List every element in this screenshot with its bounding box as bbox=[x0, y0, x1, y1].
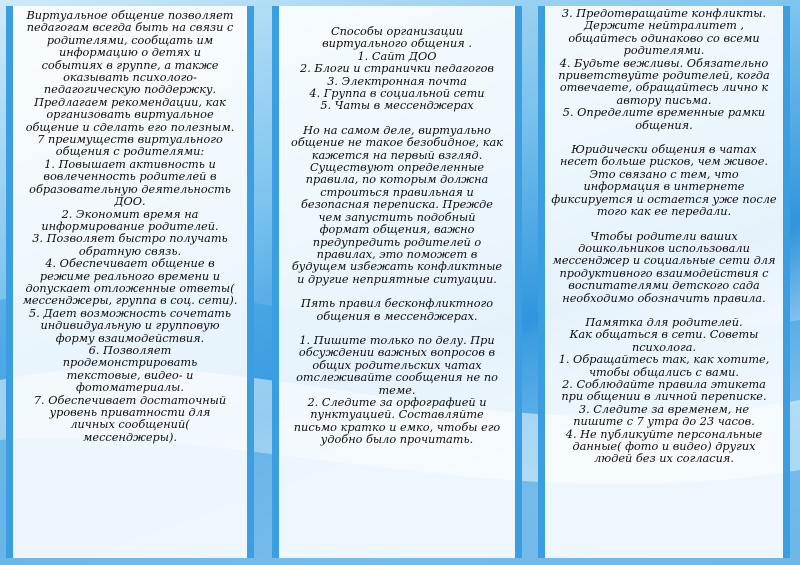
text-line: правилах, это поможет в bbox=[316, 247, 478, 261]
text-line: воспитателями детского сада bbox=[568, 279, 760, 293]
text-line: данные( фото и видео) других bbox=[572, 440, 756, 453]
text-line: того как ее передали. bbox=[596, 205, 732, 219]
blank-line bbox=[549, 219, 779, 231]
text-line: 6. Позволяет bbox=[88, 343, 172, 357]
text-line: вовлеченность родителей в bbox=[43, 170, 217, 184]
text-line: оказывать психолого- bbox=[63, 71, 197, 85]
text-line: образовательную деятельность bbox=[29, 182, 231, 196]
column-3-panel bbox=[538, 6, 790, 558]
text-line: 5. Определите временные рамки bbox=[562, 106, 766, 120]
text-line: мессенджер и социальные сети для bbox=[552, 254, 776, 268]
text-line: личных сообщений( bbox=[70, 418, 190, 432]
text-line: предупредить родителей о bbox=[312, 235, 482, 249]
text-line: общение и сделать его полезным. bbox=[25, 120, 235, 134]
column-1-panel bbox=[6, 6, 254, 558]
text-line: уровень приватности для bbox=[49, 406, 211, 419]
text-line: общения с родителями: bbox=[55, 145, 205, 159]
text-line: 2. Следите за орфографией и bbox=[307, 395, 487, 409]
text-line: чтобы общались с вами. bbox=[589, 365, 739, 379]
text-line: Но на самом деле, виртуально bbox=[303, 123, 491, 137]
text-line: Виртуальное общение позволяет bbox=[26, 9, 234, 22]
text-line: индивидуальную и групповую bbox=[40, 319, 220, 333]
text-line: людей без их согласия. bbox=[594, 452, 734, 466]
text-line: продемонстрировать bbox=[62, 356, 198, 370]
text-line: общайтесь одинаково со всеми bbox=[568, 31, 760, 45]
text-line: правила, по которым должна bbox=[305, 173, 489, 187]
text-line: 3. Электронная почта bbox=[327, 74, 467, 88]
text-line: 4. Не публикуйте персональные bbox=[565, 427, 763, 441]
text-line: 4. Группа в социальной сети bbox=[309, 87, 485, 101]
text-line: Способы организации bbox=[330, 25, 464, 38]
text-line: общение не такое безобидное, как bbox=[291, 136, 503, 150]
text-line: Юридически общения в чатах bbox=[571, 143, 757, 157]
text-line: допускает отложенные ответы( bbox=[25, 281, 235, 295]
text-line: Как общаться в сети. Советы bbox=[569, 328, 759, 342]
text-line: формат общения, важно bbox=[319, 223, 475, 237]
text-line: общих родительских чатах bbox=[312, 358, 482, 372]
text-line: общения. bbox=[635, 118, 693, 132]
text-line: 3. Предотвращайте конфликты. bbox=[561, 7, 767, 20]
text-line: пишите с 7 утра до 23 часов. bbox=[573, 415, 755, 429]
text-line: отслеживайте сообщения не по bbox=[296, 371, 498, 385]
text-line: Предлагаем рекомендации, как bbox=[34, 95, 226, 109]
text-line: 7 преимуществ виртуального bbox=[37, 133, 223, 147]
text-line: виртуального общения . bbox=[322, 37, 472, 51]
text-line: необходимо обозначить правила. bbox=[562, 291, 766, 305]
text-line: фотоматериалы. bbox=[76, 381, 184, 395]
text-line: информирование родителей. bbox=[41, 219, 219, 233]
text-line: организовать виртуальное bbox=[46, 108, 214, 122]
text-line: отвечаете, обращайтесь лично к bbox=[559, 81, 769, 95]
text-line: ДОО. bbox=[114, 195, 146, 209]
text-line: при общении в личной переписке. bbox=[561, 390, 767, 404]
text-line: безопасная переписка. Прежде bbox=[300, 198, 493, 212]
text-line: мессенджеры). bbox=[83, 430, 177, 444]
text-line: удобно было прочитать. bbox=[320, 433, 474, 447]
text-line: психолога. bbox=[631, 340, 697, 354]
text-line: 2. Экономит время на bbox=[61, 207, 199, 221]
column-2-panel bbox=[272, 6, 522, 558]
text-line: кажется на первый взгляд. bbox=[311, 148, 483, 162]
text-line: 1. Сайт ДОО bbox=[357, 49, 437, 63]
text-line: строиться правильная и bbox=[320, 185, 474, 199]
text-line: родителями. bbox=[623, 44, 705, 58]
text-line: Существуют определенные bbox=[309, 161, 485, 175]
text-line: 1. Повышает активность и bbox=[44, 157, 216, 171]
text-line: будущем избежать конфликтные bbox=[291, 260, 503, 274]
text-line: педагогическую поддержку. bbox=[43, 83, 217, 97]
text-line: информация в интернете bbox=[583, 180, 745, 194]
text-line: 5. Чаты в мессенджерах bbox=[320, 99, 474, 113]
text-line: Это связано с тем, что bbox=[589, 167, 739, 181]
text-line: 4. Будьте вежливы. Обязательно bbox=[559, 56, 769, 70]
text-line: форму взаимодействия. bbox=[55, 331, 205, 345]
text-line: текстовые, видео- и bbox=[66, 368, 194, 382]
text-line: режиме реального времени и bbox=[39, 269, 221, 283]
text-line: и другие неприятные ситуации. bbox=[297, 272, 497, 286]
text-line: родителями, сообщать им bbox=[46, 33, 214, 47]
text-line: 3. Следите за временем, не bbox=[578, 402, 750, 416]
text-line: чем запустить подобный bbox=[318, 210, 476, 224]
text-line: 7. Обеспечивает достаточный bbox=[33, 393, 227, 407]
text-line: фиксируется и остается уже после bbox=[551, 192, 777, 206]
text-line: педагогам всегда быть на связи с bbox=[26, 21, 234, 35]
text-line: 5. Дает возможность сочетать bbox=[29, 306, 231, 320]
text-line: дошкольников использовали bbox=[578, 241, 750, 255]
text-line: Чтобы родители ваших bbox=[590, 229, 738, 243]
text-line: автору письма. bbox=[616, 93, 712, 107]
text-line: несет больше рисков, чем живое. bbox=[559, 155, 769, 169]
text-line: теме. bbox=[378, 383, 416, 397]
text-line: 1. Пишите только по делу. При bbox=[299, 333, 495, 347]
text-line: мессенджеры, группа в соц. сети). bbox=[22, 294, 238, 308]
text-line: приветствуйте родителей, когда bbox=[558, 69, 770, 83]
text-line: Памятка для родителей. bbox=[585, 315, 743, 329]
text-line: письмо кратко и емко, чтобы его bbox=[293, 420, 501, 434]
text-line: 2. Соблюдайте правила этикета bbox=[562, 377, 766, 391]
text-line: обратную связь. bbox=[78, 244, 182, 258]
text-line: 1. Обращайтесь так, как хотите, bbox=[558, 353, 770, 367]
text-line: 2. Блоги и странички педагогов bbox=[300, 62, 494, 76]
text-line: общения в мессенджерах. bbox=[316, 309, 478, 323]
text-line: продуктивного взаимодействия с bbox=[559, 266, 769, 280]
text-line: событиях в группе, а также bbox=[41, 58, 219, 72]
text-line: пунктуацией. Составляйте bbox=[310, 408, 484, 422]
text-line: 4. Обеспечивает общение в bbox=[45, 257, 215, 271]
text-line: Держите нейтралитет , bbox=[583, 19, 745, 33]
text-line: 3. Позволяет быстро получать bbox=[32, 232, 228, 246]
text-line: Пять правил бесконфликтного bbox=[300, 297, 494, 311]
text-line: информацию о детях и bbox=[58, 46, 202, 60]
text-line: обсуждении важных вопросов в bbox=[298, 346, 496, 360]
